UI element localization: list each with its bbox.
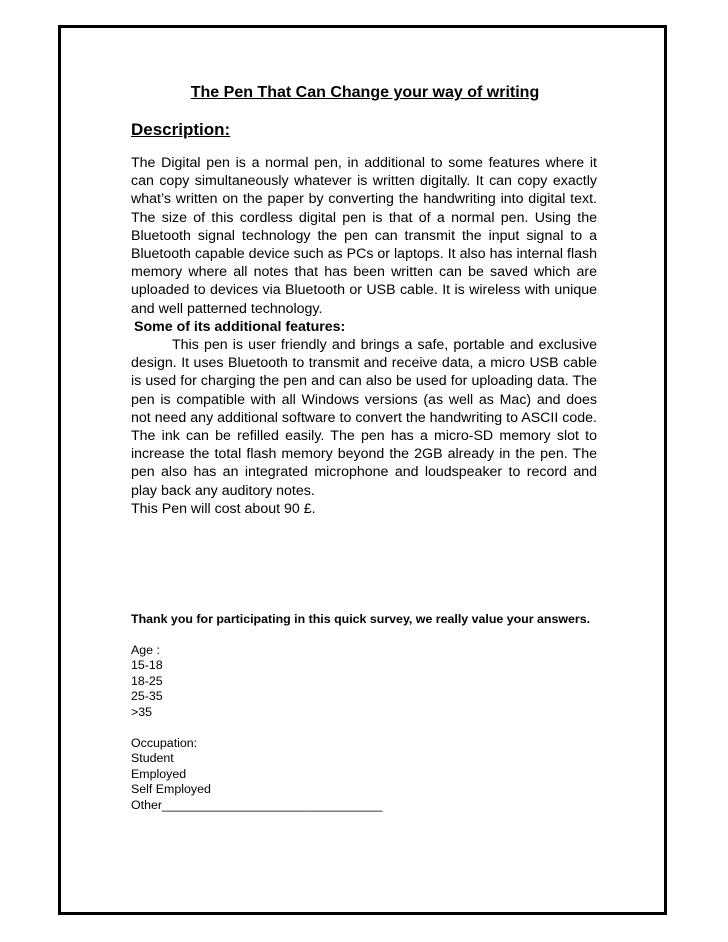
survey-section: [131, 612, 601, 829]
features-paragraph: This pen is user friendly and brings a safe, portable and exclusive design. It uses Bluetooth to transmit and receive data, a micro USB cable is used for charging the pen and can also be used for uploading data. The pen is compatible with all Windows versions (as well as Mac) and does not need any additional software to convert the handwriting to ASCII code. The ink can be refilled easily. The pen has a micro-SD memory slot to increase the total flash memory beyond the 2GB already in the pen. The pen also has an integrated microphone and loudspeaker to record and play back any auditory notes.: [131, 337, 597, 499]
occupation-option[interactable]: Student: [131, 751, 174, 766]
features-heading: Some of its additional features:: [134, 318, 346, 335]
age-option[interactable]: 18-25: [131, 673, 163, 688]
age-option[interactable]: 15-18: [131, 658, 163, 673]
occupation-option[interactable]: Employed: [131, 766, 187, 781]
occupation-question: [131, 736, 601, 814]
document-title: The Pen That Can Change your way of writing: [190, 84, 540, 101]
price-line: This Pen will cost about 90 £.: [131, 500, 316, 517]
occupation-other-field[interactable]: Other________________________________: [131, 797, 383, 812]
occupation-option[interactable]: Self Employed: [131, 782, 211, 797]
description-body: [131, 154, 597, 518]
occupation-label: Occupation:: [131, 735, 198, 750]
age-label: Age :: [131, 642, 160, 657]
description-heading: Description:: [131, 120, 231, 139]
survey-thanks: Thank you for participating in this quick survey, we really value your answers.: [131, 612, 591, 626]
age-option[interactable]: 25-35: [131, 689, 163, 704]
description-paragraph: The Digital pen is a normal pen, in additional to some features where it can copy simultaneously whatever is written digitally. It can copy exactly what’s written on the paper by converting the handwriting into digital text. The size of this cordless digital pen is that of a normal pen. Using the Bluetooth signal technology the pen can transmit the input signal to a Bluetooth capable device such as PCs or laptops. It also has internal flash memory where all notes that has been written can be saved which are uploaded to devices via Bluetooth or USB cable. It is wireless with unique and well patterned technology.: [131, 155, 597, 317]
age-option[interactable]: >35: [131, 704, 153, 719]
age-question: [131, 643, 601, 721]
